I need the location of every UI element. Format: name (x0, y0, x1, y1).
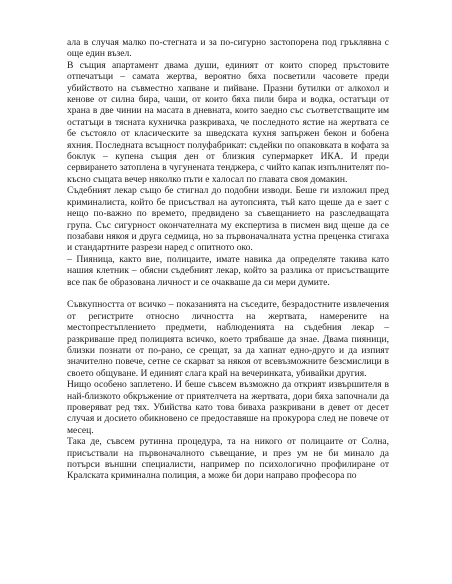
paragraph-2: В същия апартамент двама души, единият от които според пръстовите отпечатъци – самата жертва, вероятно бяха посветили часовете преди убийството на съвместно хапване и пийване. Празни бутилки от алкохол и кенове от силна бира, чаши, от които бяха пили бира и водка, остатъци от храна в две чинии на масата в дневната, които заедно със съответстващите им остатъци в тясната кухничка разкриваха, че последното ястие на жертвата се бе състояло от класическите за шведската кухня запържен бекон и бобена яхния. Последната всъщност полуфабрикат: съдейки по опаковката в кофата за боклук – купена същия ден от близкия супермаркет ИКА. И преди сервирането затоплена в чугунената тенджера, с чийто капак изпълнителят по-късно същата вечер няколко пъти е халосал по главата своя домакин. (67, 59, 389, 185)
paragraph-7: Така де, съвсем рутинна процедура, та на никого от полицаите от Солна, присъствали на първоначалното съвещание, и през ум не би минало да потърси външни специалисти, например по психологично профилиране от Кралската криминална полиция, а може би дори направо професора по (67, 436, 389, 482)
paragraph-1: ала в случая малко по-стегната и за по-сигурно застопорена под гръклявна с още един възел. (67, 37, 389, 60)
document-page (67, 37, 389, 482)
paragraph-6: Нищо особено заплетено. И беше съвсем възможно да открият извършителя в най-близкото обкръжение от приятелчета на жертвата, дори бяха започнали да проверяват ред тях. Убийства като това биваха разкривани в девет от десет случая и досието обикновено се предоставяше на прокурора след не повече от месец. (67, 379, 389, 436)
paragraph-5: Съвкупността от всичко – показанията на съседите, безрадостните извлечения от регистрите относно личността на жертвата, намерените на местопрестъплението предмети, наблюденията на съдебния лекар – разкриваше пред полицията всичко, което трябваше да знае. Двама пияници, близки познати от по-рано, се срещат, за да хапнат едно-друго и да изпият значително повече, сетне се скарват за някоя от всевъзможните безсмислици в своето общуване. И единият слага край на вечеринката, убивайки другия. (67, 299, 389, 379)
paragraph-3: Съдебният лекар също бе стигнал до подобни изводи. Беше ги изложил пред криминалиста, който бе присъствал на аутопсията, тъй като щеше да е зает с нещо по-важно по времето, предвидено за съвещанието на разследващата група. Със сигурност окончателната му експертиза в писмен вид щеше да се позабави някоя и друга седмица, но за първоначалната устна преценка стигаха и стандартните разрези наред с опитното око. (67, 185, 389, 254)
paragraph-4: – Пияница, както вие, полицаите, имате навика да определяте такива като нашия клетник – обясни съдебният лекар, който за разлика от присъстващите все пак бе образована личност и се очакваше да си мери думите. (67, 253, 389, 288)
